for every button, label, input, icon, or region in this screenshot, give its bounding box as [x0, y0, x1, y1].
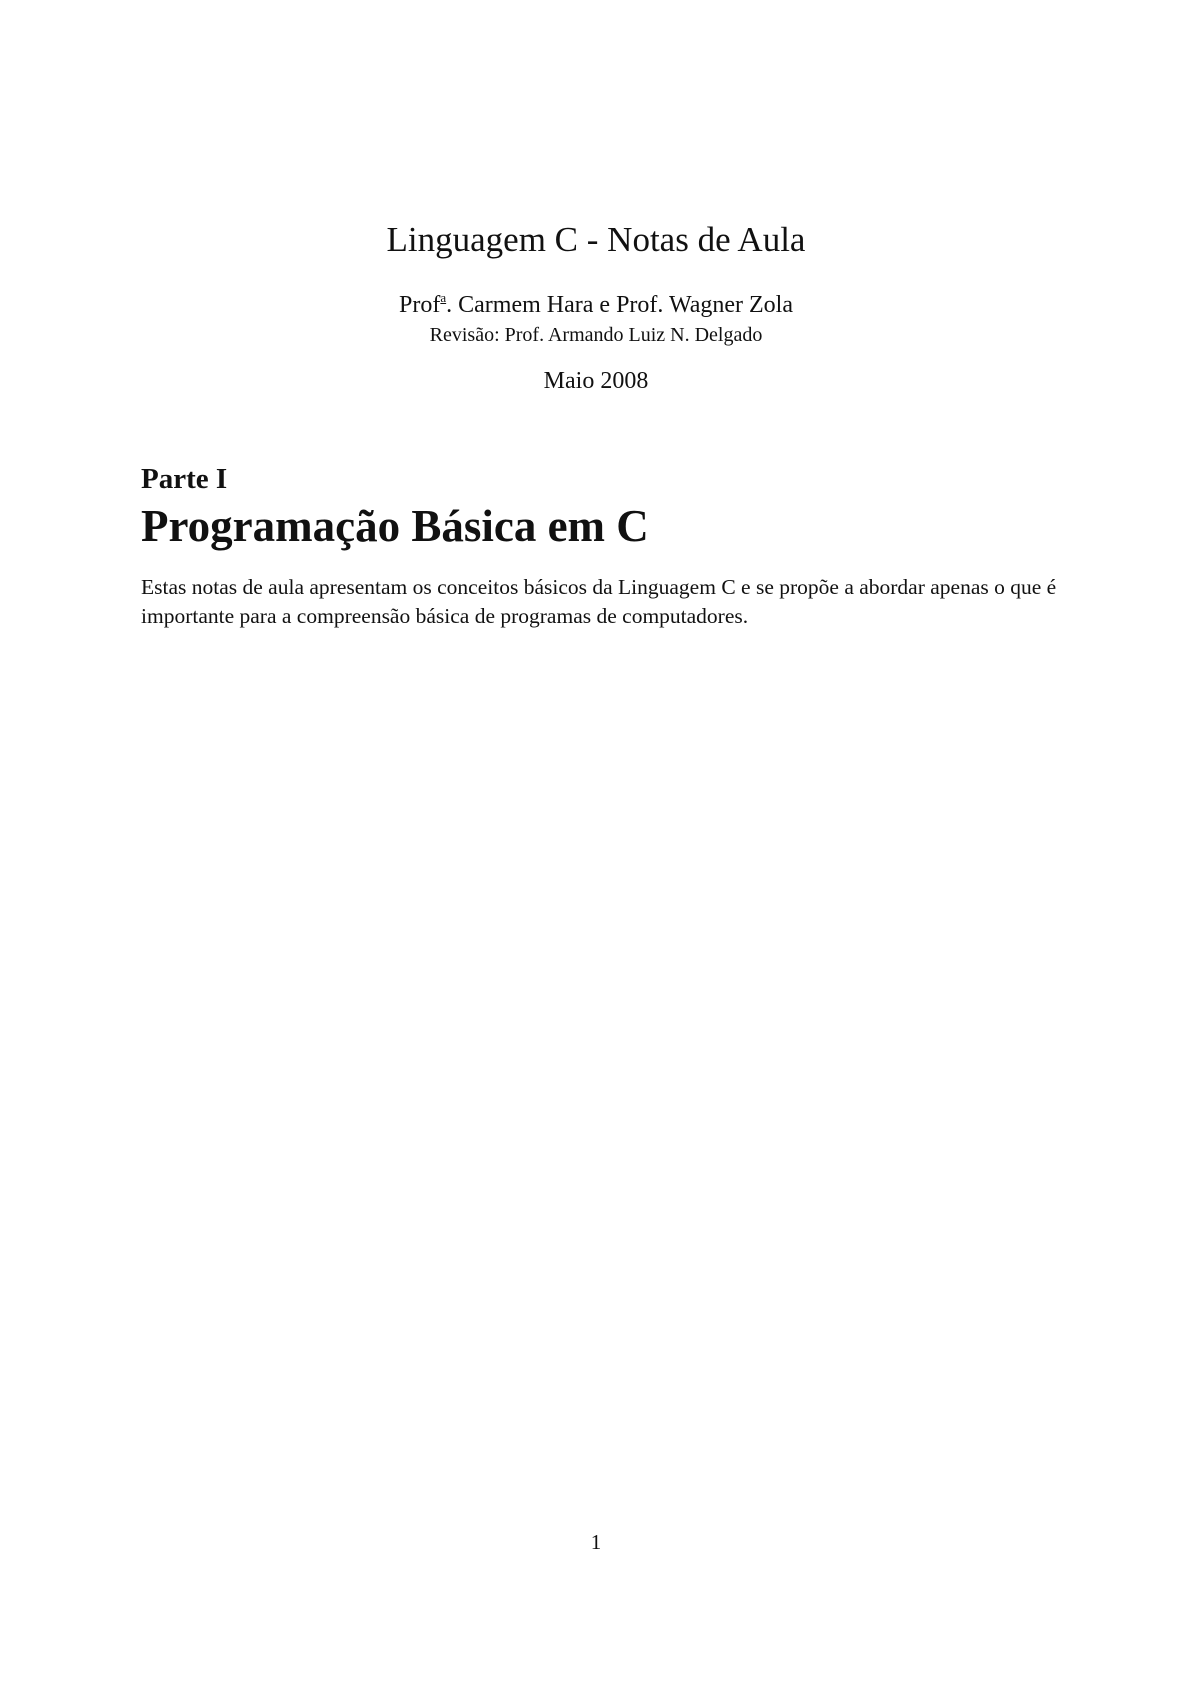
page-number: 1: [590, 1530, 602, 1554]
authors-names: . Carmem Hara e Prof. Wagner Zola: [446, 292, 793, 318]
intro-paragraph: Estas notas de aula apresentam os conceitos básicos da Linguagem C e se propõe a abordar apenas o que é importante para a compreensão básica de programas de computadores.: [141, 575, 1057, 628]
document-title: Linguagem C - Notas de Aula: [386, 220, 806, 259]
authors-line: [0, 290, 1192, 323]
authors-prefix: Prof: [399, 292, 441, 318]
part-title: Programação Básica em C: [141, 501, 649, 551]
part-label: Parte I: [141, 463, 228, 495]
document-date: Maio 2008: [543, 368, 649, 394]
authors-superscript: a: [440, 290, 447, 305]
revision-line: Revisão: Prof. Armando Luiz N. Delgado: [429, 324, 763, 346]
